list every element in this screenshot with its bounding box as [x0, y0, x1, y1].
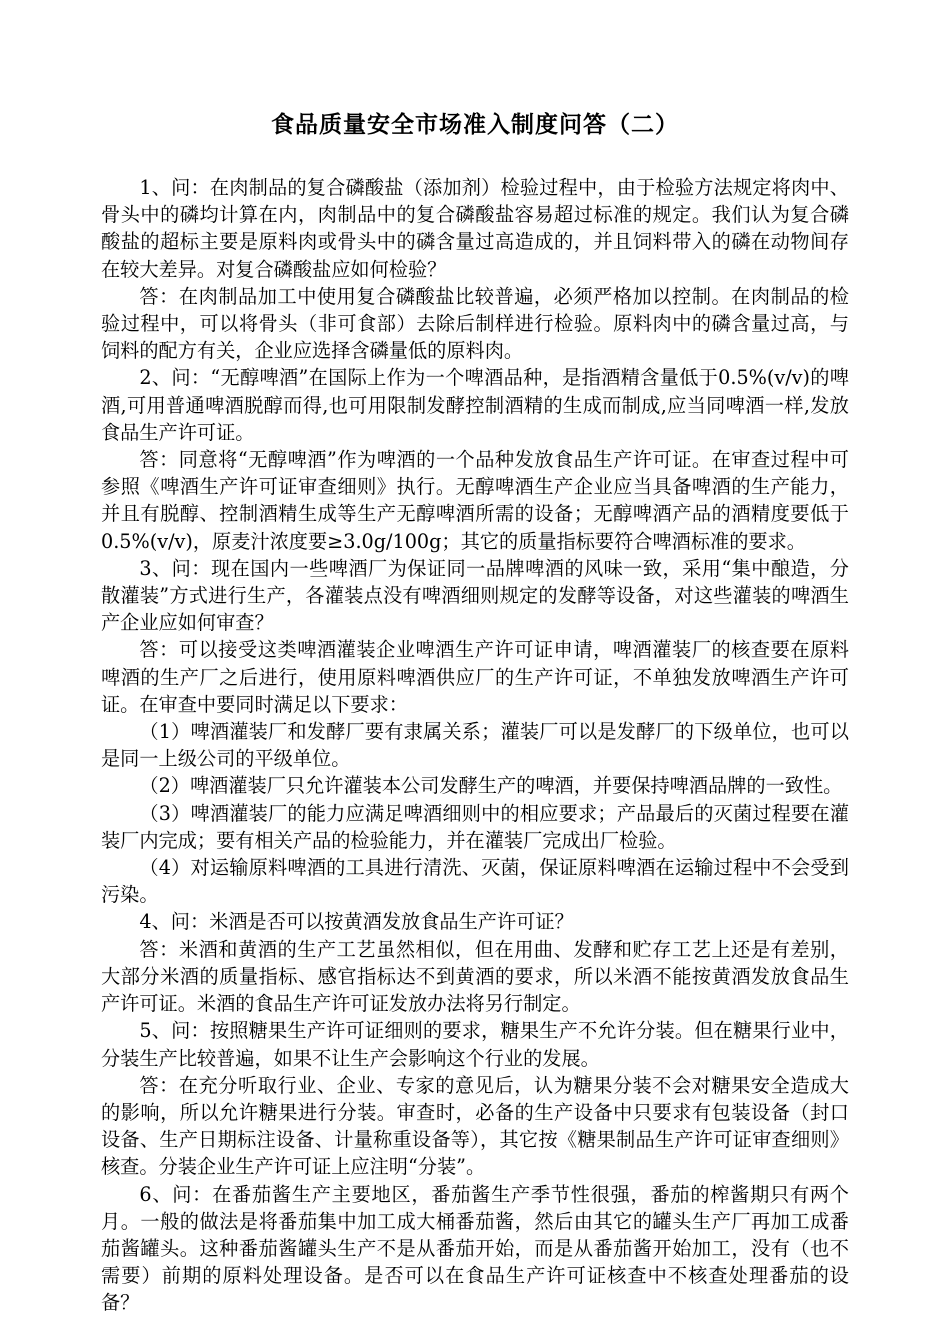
paragraph-q3: 3、问：现在国内一些啤酒厂为保证同一品牌啤酒的风味一致，采用“集中酿造，分散灌装”方式进行生产，各灌装点没有啤酒细则规定的发酵等设备，对这些灌装的啤酒生产企业应如何审查？ — [101, 556, 849, 635]
paragraph-q1: 1、问：在肉制品的复合磷酸盐（添加剂）检验过程中，由于检验方法规定将肉中、骨头中的磷均计算在内，肉制品中的复合磷酸盐容易超过标准的规定。我们认为复合磷酸盐的超标主要是原料肉或骨头中的磷含量过高造成的，并且饲料带入的磷在动物间存在较大差异。对复合磷酸盐应如何检验？ — [101, 176, 849, 281]
document-page — [101, 0, 849, 1317]
document-title: 食品质量安全市场准入制度问答（二） — [271, 112, 679, 138]
paragraph-a3-item-3: （3）啤酒灌装厂的能力应满足啤酒细则中的相应要求；产品最后的灭菌过程要在灌装厂内完成；要有相关产品的检验能力，并在灌装厂完成出厂检验。 — [101, 801, 849, 852]
paragraph-a2: 答：同意将“无醇啤酒”作为啤酒的一个品种发放食品生产许可证。在审查过程中可参照《啤酒生产许可证审查细则》执行。无醇啤酒生产企业应当具备啤酒的生产能力，并且有脱醇、控制酒精生成等生产无醇啤酒所需的设备；无醇啤酒产品的酒精度要低于0.5%(v/v)，原麦汁浓度要≥3.0g/100g；其它的质量指标要符合啤酒标准的要求。 — [101, 448, 849, 553]
paragraph-a3-item-1: （1）啤酒灌装厂和发酵厂要有隶属关系；灌装厂可以是发酵厂的下级单位，也可以是同一上级公司的平级单位。 — [101, 720, 849, 771]
document-body — [101, 174, 849, 1317]
paragraph-q4: 4、问：米酒是否可以按黄酒发放食品生产许可证？ — [139, 910, 574, 934]
paragraph-q5: 5、问：按照糖果生产许可证细则的要求，糖果生产不允许分装。但在糖果行业中，分装生产比较普遍，如果不让生产会影响这个行业的发展。 — [101, 1019, 849, 1070]
paragraph-a1: 答：在肉制品加工中使用复合磷酸盐比较普遍，必须严格加以控制。在肉制品的检验过程中，可以将骨头（非可食部）去除后制样进行检验。原料肉中的磷含量过高，与饲料的配方有关，企业应选择含磷量低的原料肉。 — [101, 284, 849, 363]
paragraph-a5: 答：在充分听取行业、企业、专家的意见后，认为糖果分装不会对糖果安全造成大的影响，所以允许糖果进行分装。审查时，必备的生产设备中只要求有包装设备（封口设备、生产日期标注设备、计量称重设备等），其它按《糖果制品生产许可证审查细则》核查。分装企业生产许可证上应注明“分装”。 — [101, 1073, 849, 1179]
paragraph-a3-item-4: （4）对运输原料啤酒的工具进行清洗、灭菌，保证原料啤酒在运输过程中不会受到污染。 — [101, 856, 849, 907]
paragraph-a3-item-2: （2）啤酒灌装厂只允许灌装本公司发酵生产的啤酒，并要保持啤酒品牌的一致性。 — [139, 774, 843, 798]
paragraph-q2: 2、问：“无醇啤酒”在国际上作为一个啤酒品种，是指酒精含量低于0.5%(v/v)的啤酒,可用普通啤酒脱醇而得,也可用限制发酵控制酒精的生成而制成,应当同啤酒一样,发放食品生产许可证。 — [101, 366, 849, 444]
paragraph-a4: 答：米酒和黄酒的生产工艺虽然相似，但在用曲、发酵和贮存工艺上还是有差别，大部分米酒的质量指标、感官指标达不到黄酒的要求，所以米酒不能按黄酒发放食品生产许可证。米酒的食品生产许可证发放办法将另行制定。 — [101, 937, 849, 1016]
paragraph-q6: 6、问：在番茄酱生产主要地区，番茄酱生产季节性很强，番茄的榨酱期只有两个月。一般的做法是将番茄集中加工成大桶番茄酱，然后由其它的罐头生产厂再加工成番茄酱罐头。这种番茄酱罐头生产不是从番茄开始，而是从番茄酱开始加工，没有（也不需要）前期的原料处理设备。是否可以在食品生产许可证核查中不核查处理番茄的设备？ — [101, 1182, 849, 1315]
paragraph-a3: 答：可以接受这类啤酒灌装企业啤酒生产许可证申请，啤酒灌装厂的核查要在原料啤酒的生产厂之后进行，使用原料啤酒供应厂的生产许可证，不单独发放啤酒生产许可证。在审查中要同时满足以下要求： — [101, 638, 849, 716]
